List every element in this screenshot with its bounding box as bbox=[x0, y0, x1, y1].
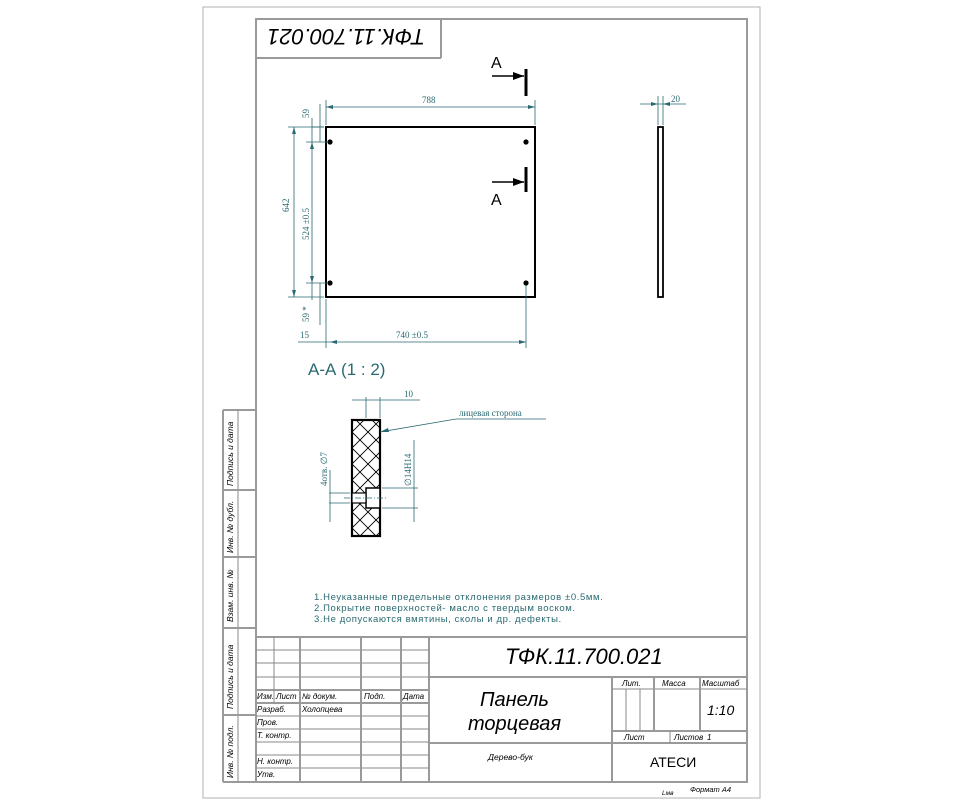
developer-name: Холопцева bbox=[302, 705, 343, 714]
dim-hole-spacing-vertical bbox=[301, 118, 328, 300]
hole-top-right bbox=[523, 139, 528, 144]
svg-text:788: 788 bbox=[422, 95, 436, 105]
section-marker-top bbox=[491, 55, 526, 96]
section-title: А-А (1 : 2) bbox=[308, 360, 386, 379]
header-list: Лист bbox=[276, 692, 297, 701]
header-sign: Подп. bbox=[364, 692, 386, 701]
dim-depth: 10 bbox=[404, 389, 413, 399]
organization: АТЕСИ bbox=[650, 754, 697, 770]
scale-value: 1:10 bbox=[707, 702, 735, 718]
svg-text:59: 59 bbox=[301, 109, 311, 118]
left-margin-fields bbox=[223, 410, 256, 782]
header-doc-no: № докум. bbox=[302, 692, 338, 701]
panel-side-outline bbox=[658, 127, 663, 297]
section-marker-bottom bbox=[491, 167, 526, 209]
designation: ТФК.11.700.021 bbox=[505, 644, 663, 669]
note-2: 2.Покрытие поверхностей- масло с твердым воском. bbox=[314, 603, 576, 614]
sheets-count: 1 bbox=[707, 733, 712, 742]
dim-counterbore: ∅14H14 bbox=[403, 453, 413, 486]
dim-width-total bbox=[326, 95, 535, 125]
section-letter-bottom: А bbox=[491, 192, 502, 209]
header-izm: Изм. bbox=[257, 692, 275, 701]
material: Дерево-бук bbox=[488, 752, 533, 762]
title-block bbox=[256, 637, 747, 782]
section-body bbox=[352, 420, 380, 536]
panel-outline bbox=[326, 127, 535, 297]
svg-text:59 *: 59 * bbox=[301, 306, 311, 322]
field-sign-date-top: Подпись и дата bbox=[225, 421, 235, 486]
hole-top-left bbox=[327, 139, 332, 144]
role-approved: Утв. bbox=[257, 770, 276, 779]
role-checker: Пров. bbox=[257, 718, 279, 727]
top-stamp-text: ТФК.11.700.021 bbox=[267, 24, 425, 49]
drawing-frame bbox=[256, 19, 747, 782]
svg-text:740 ±0.5: 740 ±0.5 bbox=[396, 330, 428, 340]
format-label: Формат А4 bbox=[690, 785, 732, 794]
copied-mark: Lмв bbox=[662, 790, 674, 797]
header-sheet: Лист bbox=[624, 733, 645, 742]
header-sheets: Листов bbox=[674, 733, 704, 742]
part-name-line1: Панель bbox=[480, 689, 549, 711]
front-view bbox=[281, 55, 535, 348]
header-date: Дата bbox=[403, 692, 425, 701]
section-letter-top: А bbox=[491, 55, 502, 72]
role-developer: Разраб. bbox=[257, 705, 286, 714]
note-1: 1.Неуказанные предельные отклонения размеров ±0.5мм. bbox=[314, 592, 604, 603]
dim-hole-spacing-horizontal bbox=[298, 285, 526, 348]
field-orig-inv-no: Инв. № подл. bbox=[225, 725, 235, 778]
dim-bottom-offset bbox=[301, 283, 320, 325]
role-tech-control: Т. контр. bbox=[257, 731, 292, 740]
field-sign-date-bottom: Подпись и дата bbox=[225, 644, 235, 709]
dim-holes: 4отв. ∅7 bbox=[319, 452, 329, 486]
header-lit: Лит. bbox=[622, 679, 641, 688]
technical-notes bbox=[314, 592, 603, 625]
face-side-label: лицевая сторона bbox=[459, 408, 522, 418]
field-dup-inv-no: Инв. № дубл. bbox=[225, 500, 235, 553]
header-scale: Масштаб bbox=[702, 679, 740, 688]
field-substitute-inv-no: Взам. инв. № bbox=[225, 569, 235, 622]
role-norm-control: Н. контр. bbox=[257, 757, 294, 766]
dim-top-offset bbox=[301, 104, 324, 142]
dim-thickness: 20 bbox=[671, 94, 680, 104]
hole-bottom-left bbox=[327, 280, 332, 285]
svg-text:15: 15 bbox=[300, 330, 309, 340]
section-view bbox=[319, 389, 546, 536]
side-view bbox=[640, 94, 686, 297]
note-3: 3.Не допускаются вмятины, сколы и др. дефекты. bbox=[314, 614, 562, 625]
header-mass: Масса bbox=[662, 679, 686, 688]
hole-bottom-right bbox=[523, 280, 528, 285]
top-stamp bbox=[256, 19, 441, 58]
svg-text:642: 642 bbox=[281, 198, 291, 212]
svg-text:524 ±0.5: 524 ±0.5 bbox=[301, 208, 311, 240]
part-name-line2: торцевая bbox=[468, 713, 562, 735]
